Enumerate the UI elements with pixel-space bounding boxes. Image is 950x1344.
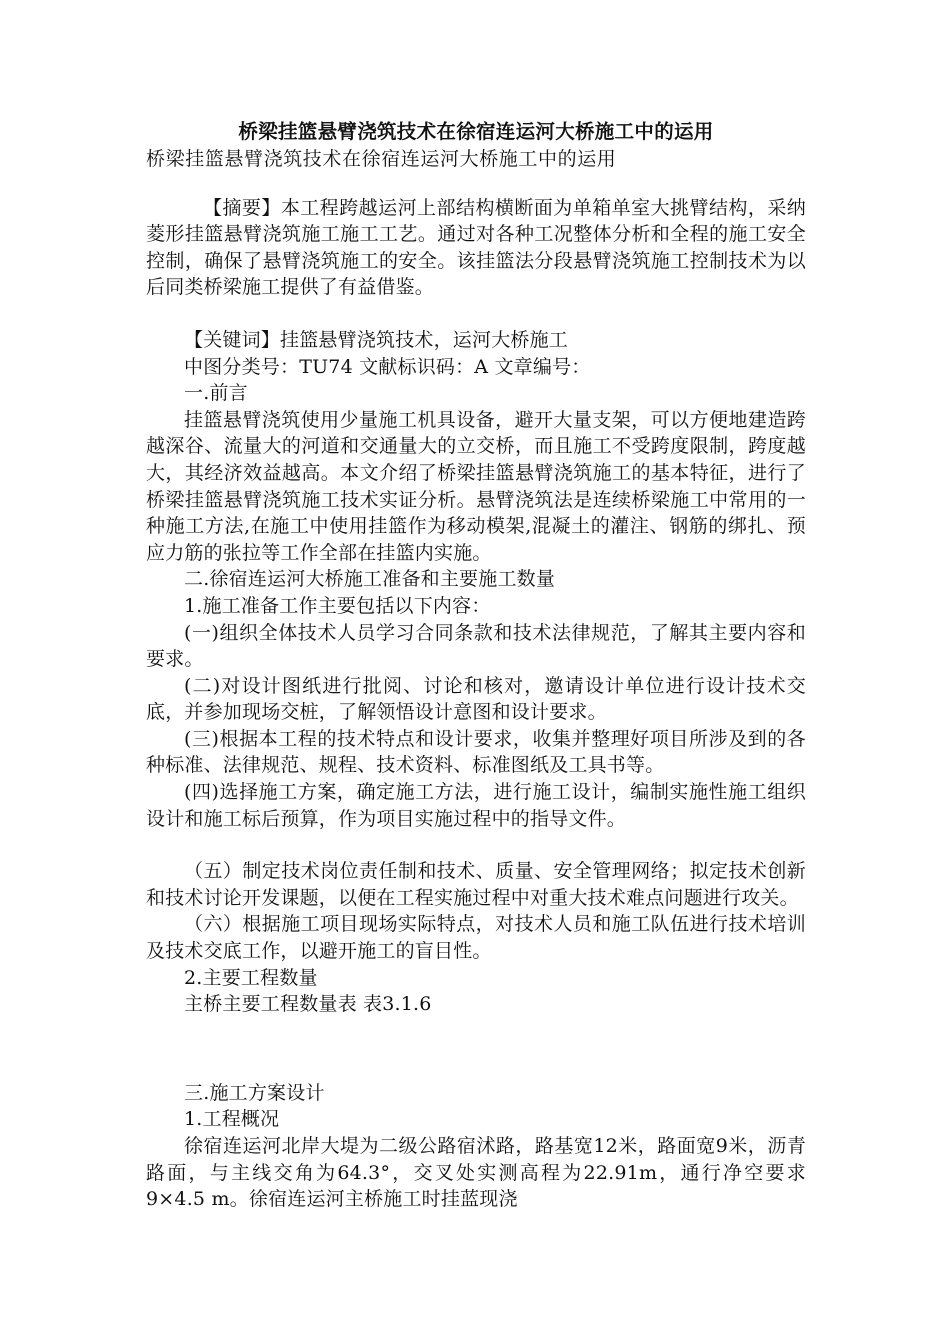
section-heading-2: 二.徐宿连运河大桥施工准备和主要施工数量 bbox=[184, 568, 556, 591]
abstract-paragraph: 【摘要】本工程跨越运河上部结构横断面为单箱单室大挑臂结构，采纳菱形挂篮悬臂浇筑施工施工工艺。通过对各种工况整体分析和全程的施工安全控制，确保了悬臂浇筑施工的安全。该挂篮法分段悬臂浇筑施工控制技术为以后同类桥梁施工提供了有益借鉴。 bbox=[146, 196, 806, 299]
section-heading-3: 三.施工方案设计 bbox=[184, 1081, 325, 1104]
list-item: （六）根据施工项目现场实际特点，对技术人员和施工队伍进行技术培训及技术交底工作，以避开施工的盲目性。 bbox=[146, 913, 806, 963]
list-item: (四)选择施工方案，确定施工方法，进行施工设计，编制实施性施工组织设计和施工标后预算，作为项目实施过程中的指导文件。 bbox=[146, 781, 806, 830]
document-subtitle: 桥梁挂篮悬臂浇筑技术在徐宿连运河大桥施工中的运用 bbox=[146, 148, 617, 170]
subsection-heading: 1.施工准备工作主要包括以下内容： bbox=[184, 594, 491, 617]
document-title: 桥梁挂篮悬臂浇筑技术在徐宿连运河大桥施工中的运用 bbox=[238, 120, 714, 143]
classification-line: 中图分类号：TU74 文献标识码：A 文章编号： bbox=[184, 355, 591, 378]
spacer bbox=[146, 173, 806, 195]
subsection-heading: 2.主要工程数量 bbox=[184, 966, 318, 989]
section-heading-1: 一.前言 bbox=[184, 382, 248, 405]
spacer bbox=[146, 301, 806, 327]
subsection-heading: 1.工程概况 bbox=[184, 1108, 280, 1131]
spacer bbox=[146, 1018, 806, 1080]
document-page bbox=[146, 118, 806, 1213]
spacer bbox=[146, 832, 806, 858]
intro-paragraph: 挂篮悬臂浇筑使用少量施工机具设备，避开大量支架，可以方便地建造跨越深谷、流量大的河道和交通量大的立交桥，而且施工不受跨度限制，跨度越大，其经济效益越高。本文介绍了桥梁挂篮悬臂浇筑施工的基本特征，进行了桥梁挂篮悬臂浇筑施工技术实证分析。悬臂浇筑法是连续桥梁施工中常用的一种施工方法,在施工中使用挂篮作为移动模架,混凝土的灌注、钢筋的绑扎、预应力筋的张拉等工作全部在挂篮内实施。 bbox=[146, 408, 806, 564]
list-item: (三)根据本工程的技术特点和设计要求，收集并整理好项目所涉及到的各种标准、法律规范、规程、技术资料、标准图纸及工具书等。 bbox=[146, 727, 806, 777]
list-item: (一)组织全体技术人员学习合同条款和技术法律规范，了解其主要内容和要求。 bbox=[146, 621, 806, 671]
list-item: (二)对设计图纸进行批阅、讨论和核对，邀请设计单位进行设计技术交底，并参加现场交桩，了解领悟设计意图和设计要求。 bbox=[146, 674, 806, 724]
overview-paragraph: 徐宿连运河北岸大堤为二级公路宿沭路，路基宽12米，路面宽9米，沥青路面，与主线交角为64.3°，交叉处实测高程为22.91m，通行净空要求9×4.5 m。徐宿连运河主桥施工时挂蓝现浇 bbox=[146, 1135, 806, 1211]
keywords-line: 【关键词】挂篮悬臂浇筑技术，运河大桥施工 bbox=[184, 328, 569, 351]
list-item: （五）制定技术岗位责任制和技术、质量、安全管理网络；拟定技术创新和技术讨论开发课题，以便在工程实施过程中对重大技术难点问题进行攻关。 bbox=[146, 860, 806, 909]
table-caption: 主桥主要工程数量表 表3.1.6 bbox=[184, 993, 432, 1016]
